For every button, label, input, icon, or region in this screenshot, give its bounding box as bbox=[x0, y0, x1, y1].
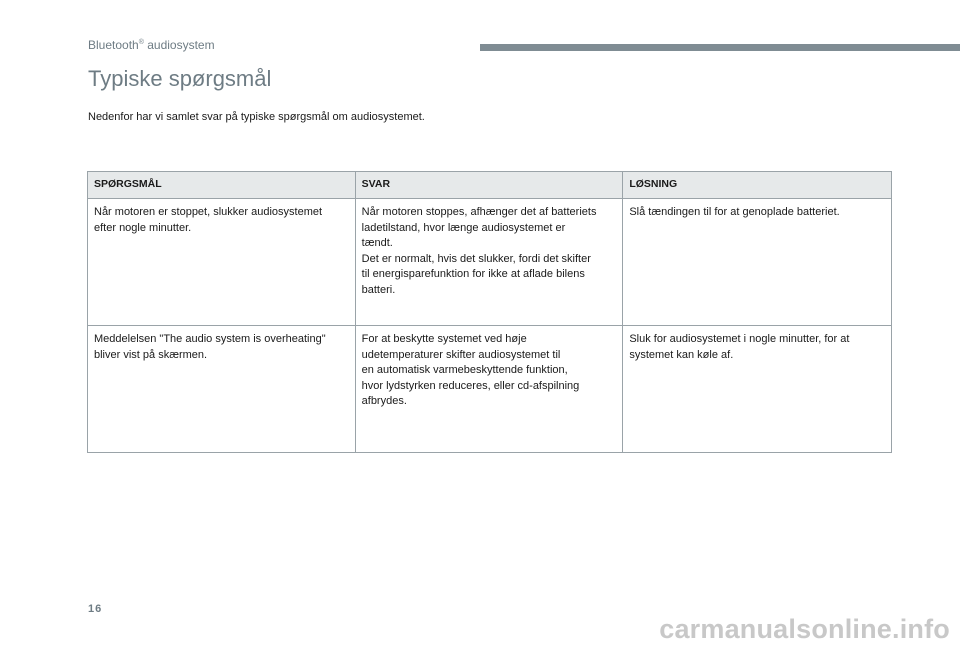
column-header-question: SPØRGSMÅL bbox=[88, 172, 356, 199]
text-line: tændt. bbox=[361, 237, 393, 249]
text-line: til energisparefunktion for ikke at aflade bilens bbox=[361, 268, 585, 280]
text-line: Sluk for audiosystemet i nogle minutter, for at bbox=[629, 333, 850, 345]
section-label-brand: Bluetooth bbox=[88, 38, 139, 52]
text-line: Når motoren er stoppet, slukker audiosystemet bbox=[94, 206, 323, 218]
question-cell bbox=[88, 326, 356, 453]
table-row bbox=[88, 326, 892, 453]
page-number: 16 bbox=[88, 603, 103, 615]
text-line: For at beskytte systemet ved høje bbox=[361, 333, 527, 345]
text-line: Meddelelsen "The audio system is overheating" bbox=[94, 333, 326, 345]
text-line: bliver vist på skærmen. bbox=[94, 348, 208, 361]
text-line: ladetilstand, hvor længe audiosystemet er bbox=[361, 221, 566, 234]
text-line: batteri. bbox=[361, 283, 396, 296]
registered-mark: ® bbox=[138, 39, 144, 46]
section-label bbox=[88, 38, 215, 52]
text-line: afbrydes. bbox=[361, 395, 407, 407]
watermark: carmanualsonline.info bbox=[659, 614, 950, 644]
faq-table bbox=[87, 171, 892, 453]
page-title: Typiske spørgsmål bbox=[88, 66, 272, 91]
column-header-answer: SVAR bbox=[355, 172, 623, 199]
text-line: systemet kan køle af. bbox=[629, 348, 734, 361]
table-row bbox=[88, 199, 892, 326]
column-header-solution: LØSNING bbox=[623, 172, 892, 199]
question-cell bbox=[88, 199, 356, 326]
text-line: udetemperaturer skifter audiosystemet til bbox=[361, 348, 561, 361]
table-header-row bbox=[88, 172, 892, 199]
text-line: Slå tændingen til for at genoplade batteriet. bbox=[629, 206, 840, 218]
text-line: hvor lydstyrken reduceres, eller cd-afspilning bbox=[361, 379, 580, 392]
answer-cell bbox=[355, 199, 623, 326]
section-label-suffix: audiosystem bbox=[143, 38, 215, 52]
text-line: efter nogle minutter. bbox=[94, 221, 192, 234]
text-line: Det er normalt, hvis det slukker, fordi det skifter bbox=[361, 252, 591, 265]
header-bar bbox=[480, 44, 960, 51]
text-line: en automatisk varmebeskyttende funktion, bbox=[361, 364, 568, 376]
text-line: Når motoren stoppes, afhænger det af batteriets bbox=[361, 206, 597, 218]
answer-cell bbox=[355, 326, 623, 453]
intro-text: Nedenfor har vi samlet svar på typiske spørgsmål om audiosystemet. bbox=[88, 111, 425, 123]
solution-cell bbox=[623, 326, 892, 453]
solution-cell bbox=[623, 199, 892, 326]
